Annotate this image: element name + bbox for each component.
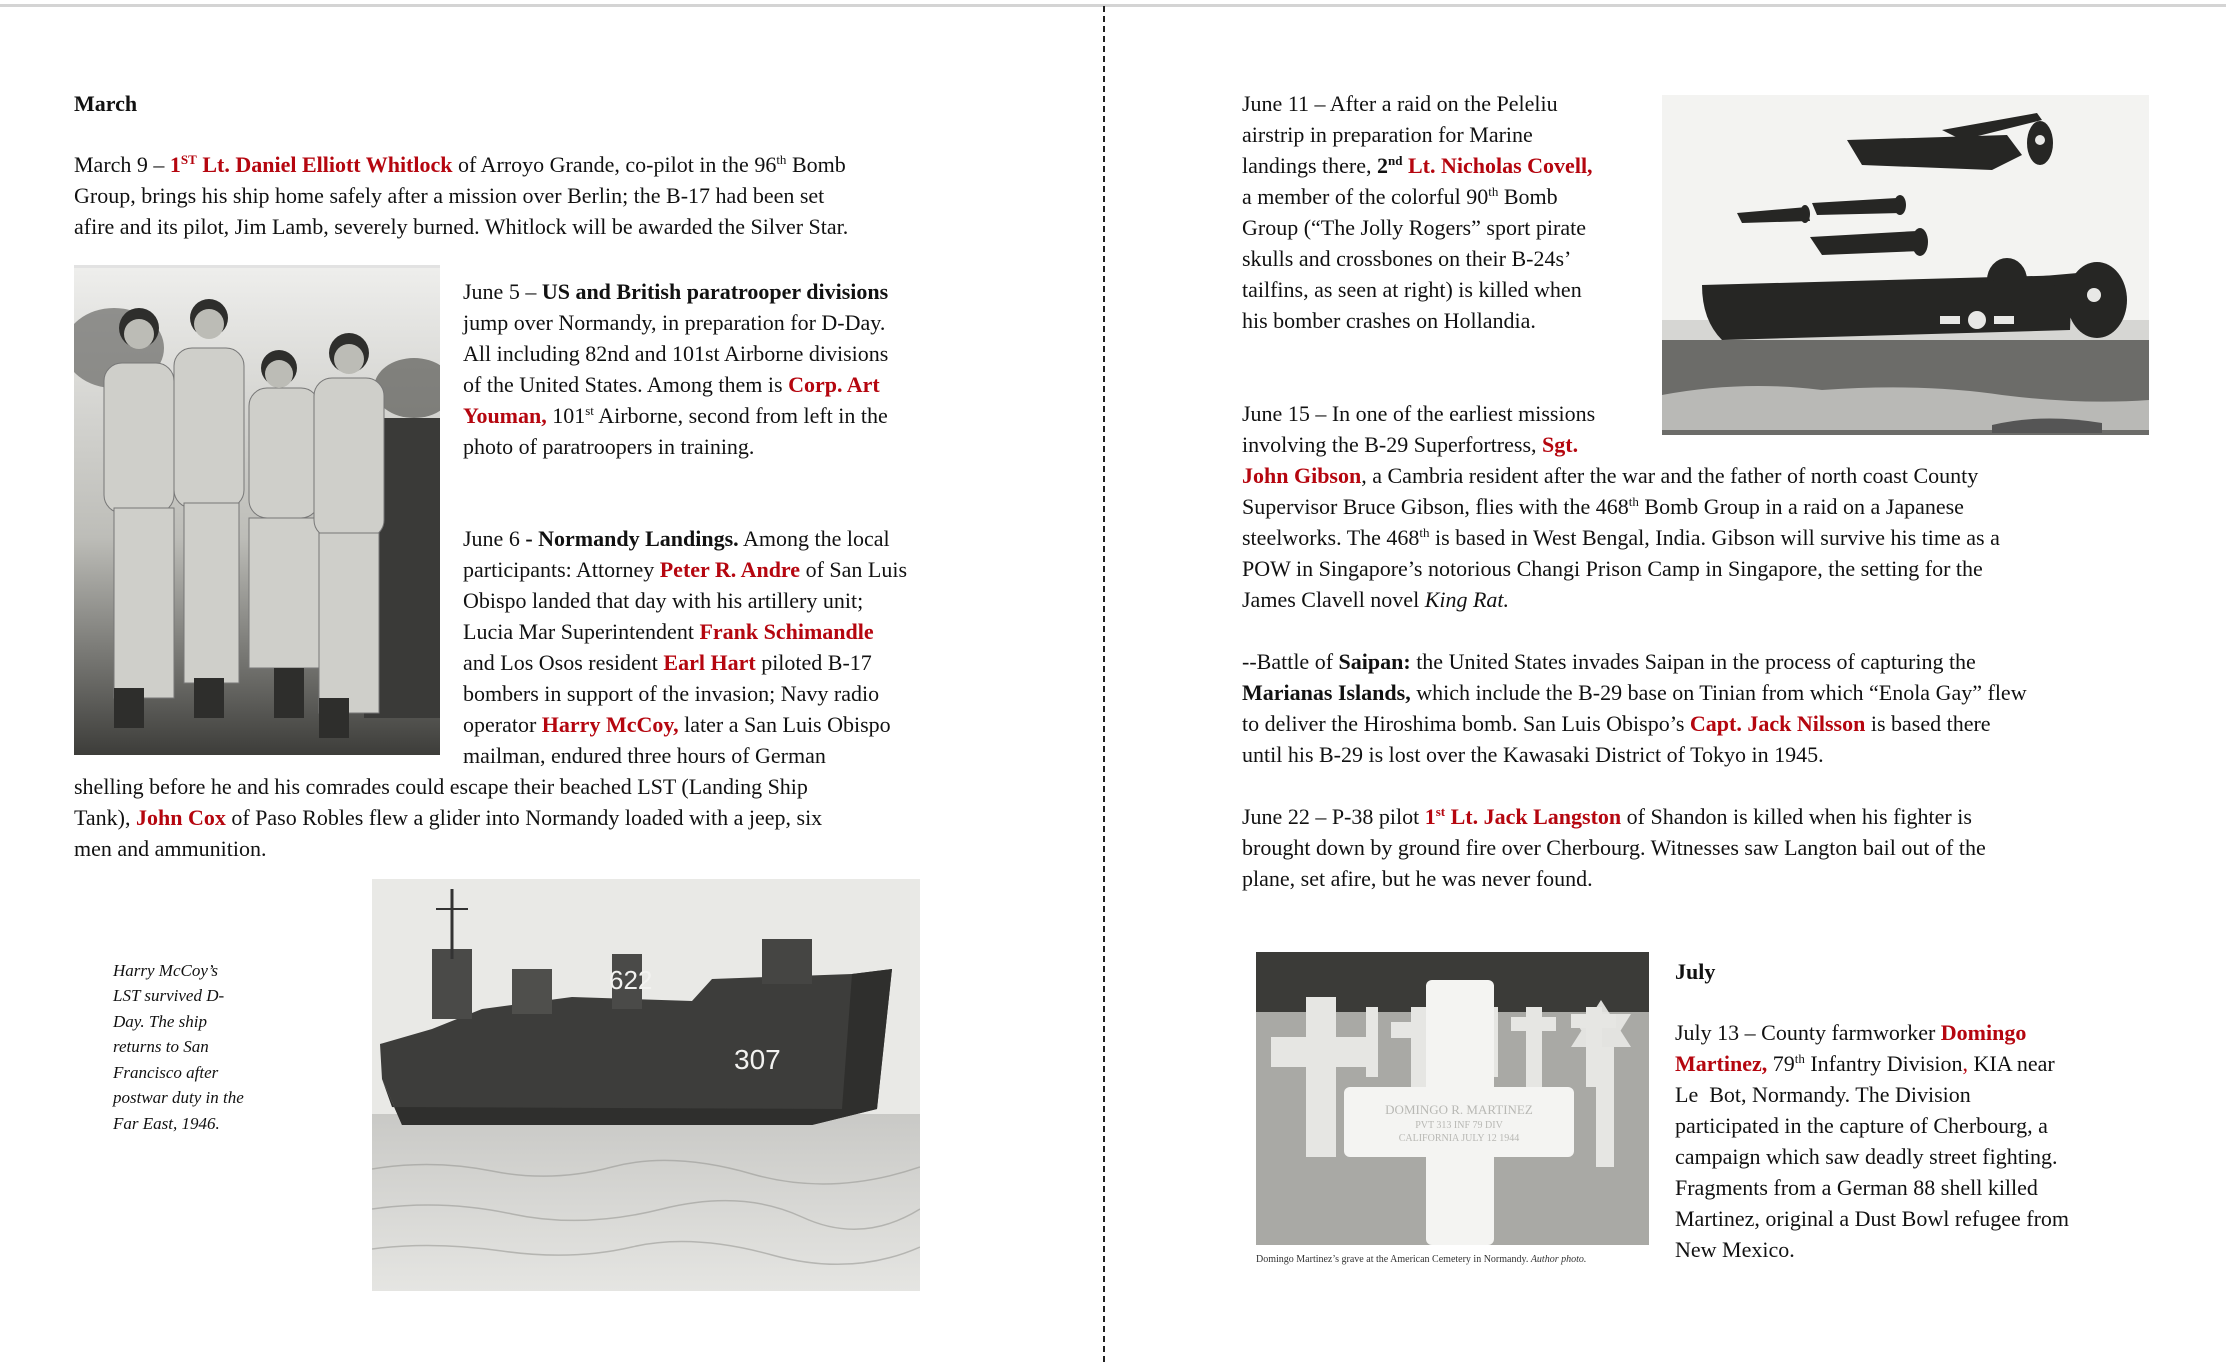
paratroopers-image xyxy=(74,268,440,755)
grave-photo xyxy=(1256,952,1649,1245)
cemetery-image xyxy=(1256,952,1649,1245)
person-name-andre: Peter R. Andre xyxy=(659,557,801,582)
grave-inscription-date: CALIFORNIA JULY 12 1944 xyxy=(1398,1133,1520,1144)
b24-bomber-photo xyxy=(1662,95,2149,435)
bombers-image xyxy=(1662,95,2149,435)
page-divider xyxy=(1103,6,1105,1362)
person-name-nilsson: Capt. Jack Nilsson xyxy=(1689,711,1866,736)
bow-number: 622 xyxy=(609,965,653,995)
person-name-langston: 1st Lt. Jack Langston xyxy=(1424,804,1622,829)
month-heading-july: July xyxy=(1675,959,1716,984)
page-top-border xyxy=(0,4,2226,7)
book-title: King Rat. xyxy=(1424,587,1510,612)
grave-inscription-name: DOMINGO R. MARTINEZ xyxy=(1385,1102,1533,1117)
person-name-cox: John Cox xyxy=(136,805,226,830)
ship-image xyxy=(372,879,920,1291)
person-name-schimandle: Frank Schimandle xyxy=(699,619,874,644)
person-name-whitlock: 1ST Lt. Daniel Elliott Whitlock xyxy=(169,152,453,177)
person-name-gibson: Sgt. xyxy=(1542,432,1579,457)
person-name-youman: Corp. Art xyxy=(788,372,880,397)
person-name-covell: Lt. Nicholas Covell, xyxy=(1402,153,1593,178)
month-heading-march: March xyxy=(74,91,138,116)
person-name-mccoy: Harry McCoy, xyxy=(541,712,679,737)
hull-number: 307 xyxy=(734,1044,781,1075)
person-name-martinez: Domingo xyxy=(1940,1020,2027,1045)
grave-photo-caption: Domingo Martinez’s grave at the American Cemetery in Normandy. Author photo. xyxy=(1256,1254,1587,1265)
person-name-hart: Earl Hart xyxy=(663,650,756,675)
lst-ship-photo xyxy=(372,879,920,1291)
paratrooper-photo xyxy=(74,265,440,755)
grave-inscription-unit: PVT 313 INF 79 DIV xyxy=(1415,1120,1503,1131)
